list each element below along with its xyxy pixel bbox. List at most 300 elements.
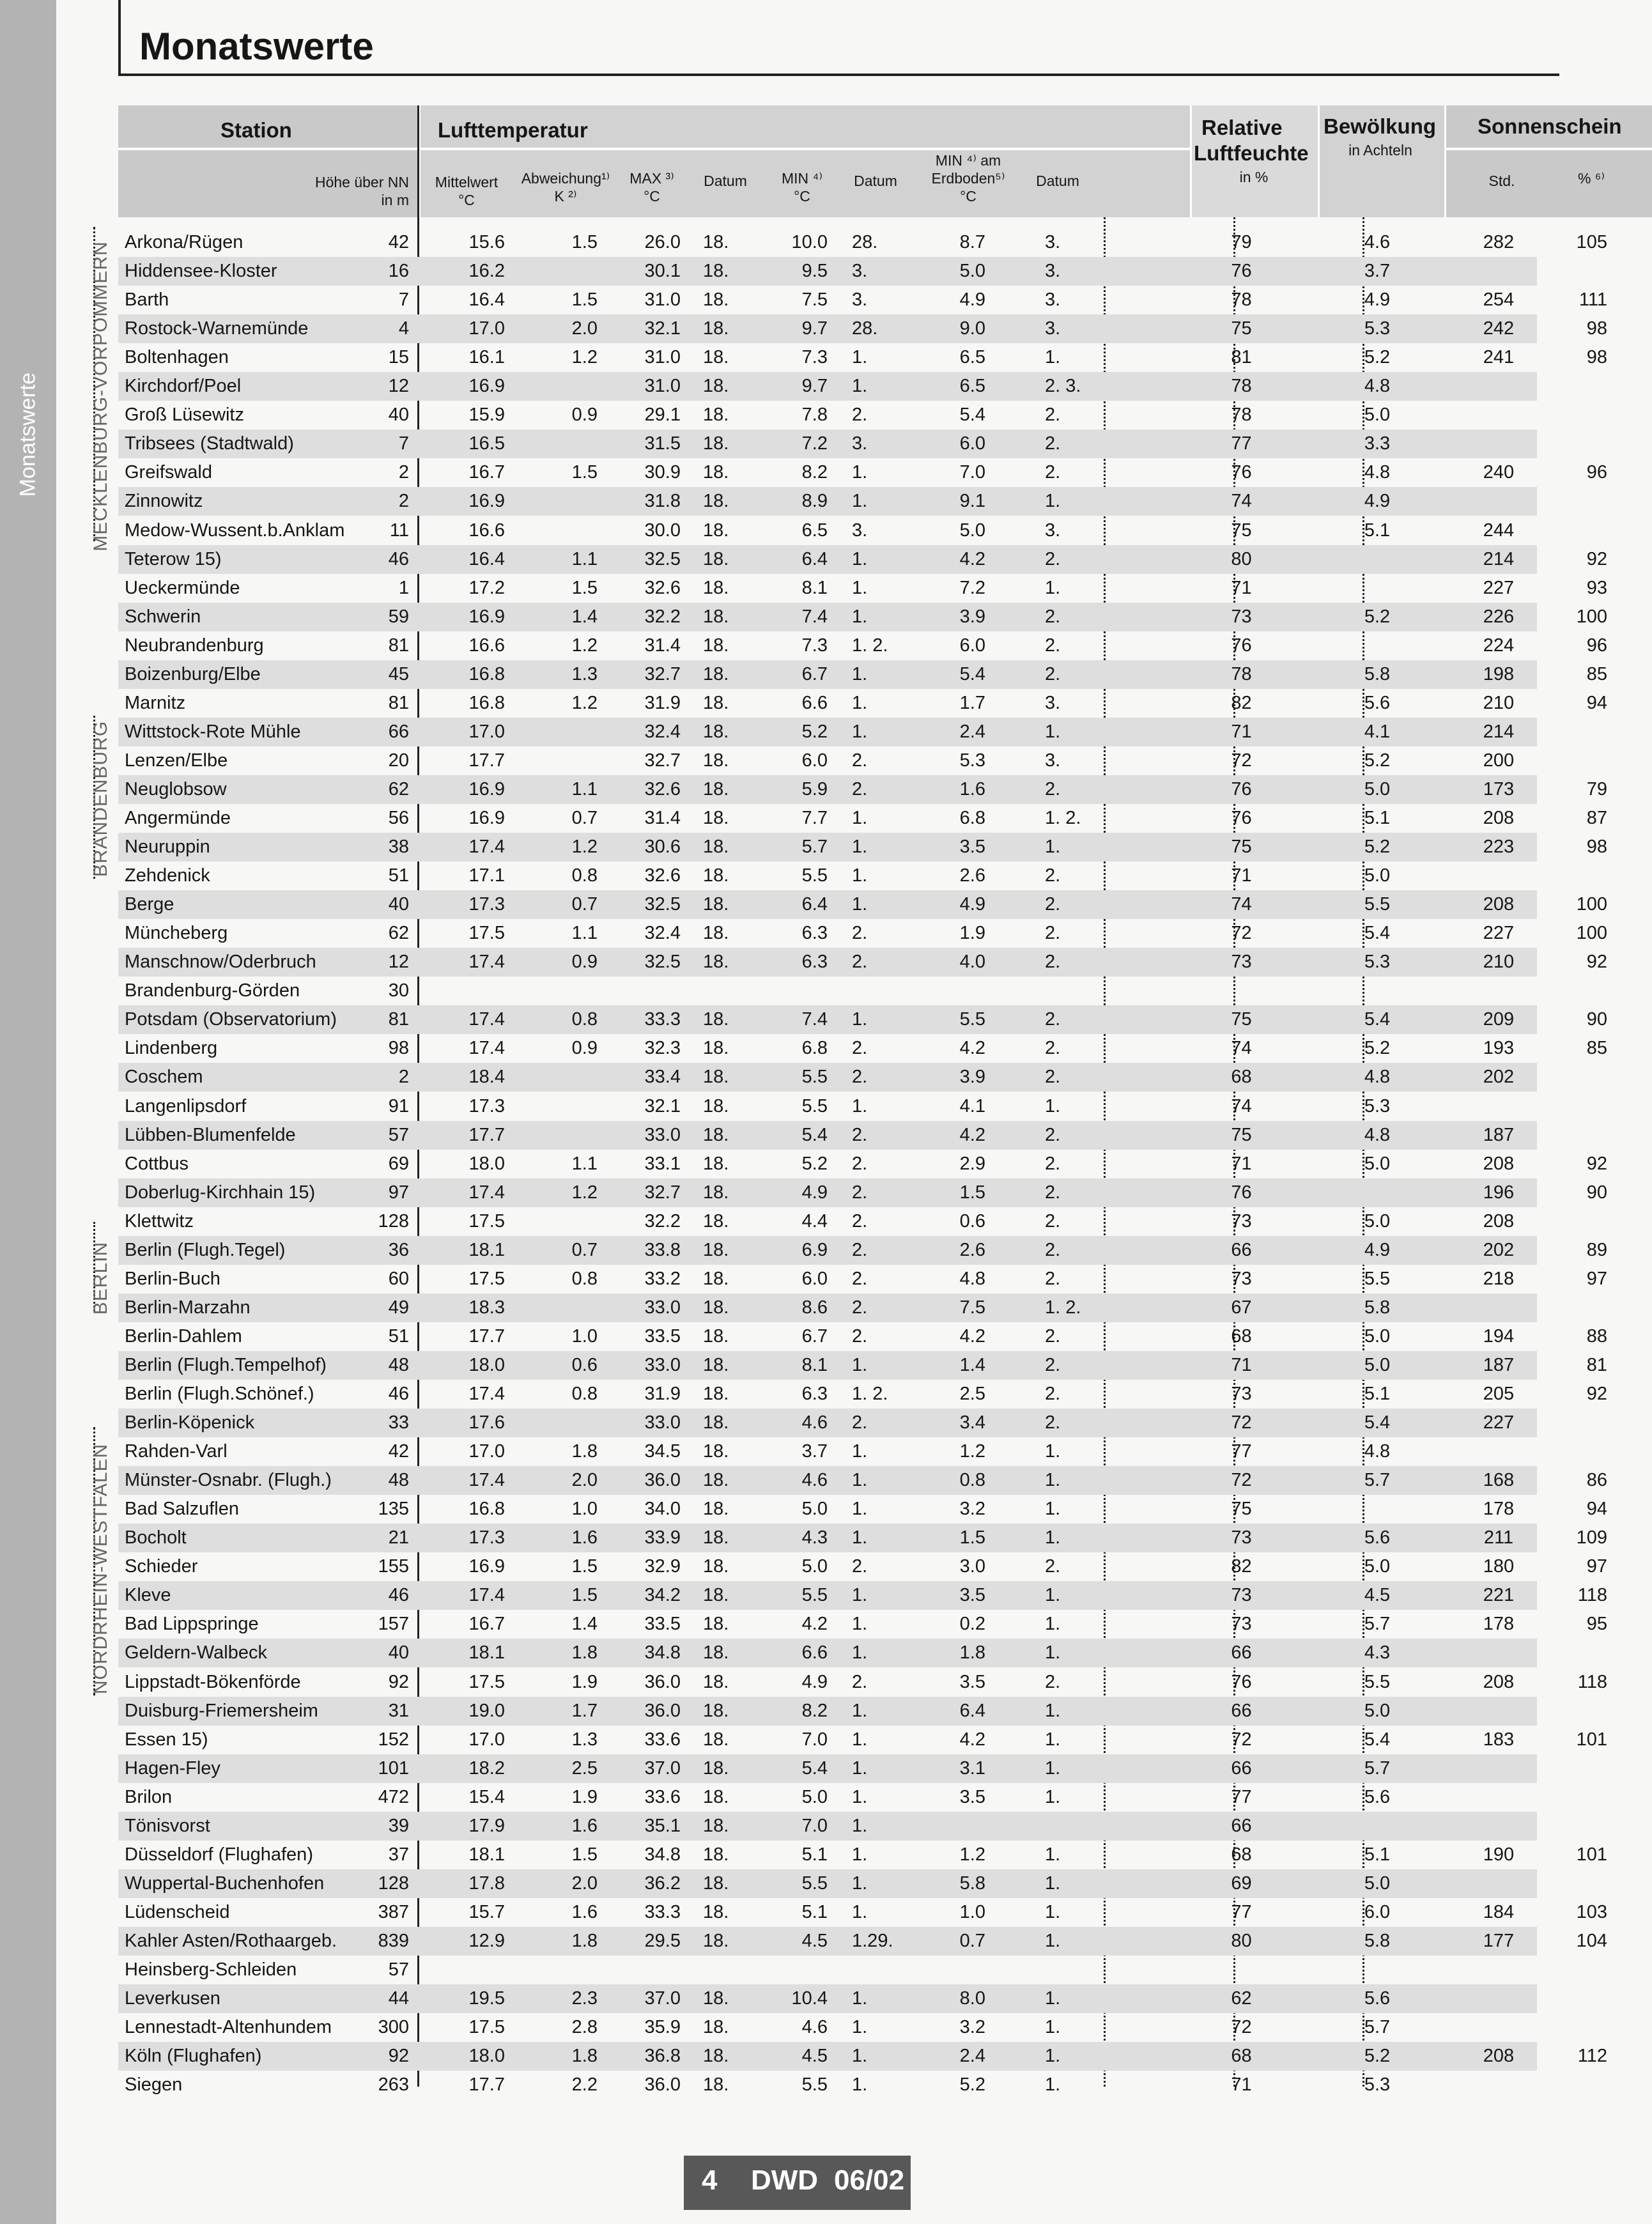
luftfeuchte-cell: 71	[1231, 865, 1252, 886]
abweichung-cell: 1.1	[571, 548, 598, 569]
min-cell: 7.2	[801, 433, 828, 454]
mittelwert-cell: 17.3	[468, 1095, 505, 1116]
station-name: Wittstock-Rote Mühle	[125, 721, 301, 742]
max-datum-cell: 18.	[703, 261, 729, 282]
mittelwert-cell: 17.7	[468, 1124, 505, 1145]
mittelwert-cell: 17.4	[468, 1470, 505, 1491]
hoehe-cell: 12	[388, 376, 409, 397]
max-datum-cell: 18.	[703, 1470, 729, 1491]
luftfeuchte-cell: 77	[1231, 1901, 1252, 1922]
table-row	[118, 1293, 1537, 1322]
max-cell: 32.1	[644, 1095, 681, 1116]
bewoelkung-cell: 5.8	[1364, 663, 1391, 684]
max-cell: 32.2	[644, 1210, 681, 1232]
min-cell: 8.9	[801, 491, 828, 512]
erdboden-min-cell: 6.8	[959, 808, 985, 828]
max-datum-cell: 18.	[703, 2046, 729, 2067]
bewoelkung-cell: 5.3	[1364, 318, 1391, 339]
luftfeuchte-cell: 76	[1231, 778, 1252, 799]
min-datum-cell: 2.	[852, 1556, 868, 1577]
max-cell: 34.0	[644, 1499, 681, 1520]
abweichung-cell: 2.3	[571, 1988, 598, 2009]
max-cell: 35.1	[644, 1815, 681, 1836]
station-name: Arkona/Rügen	[125, 232, 243, 252]
erdboden-datum-cell: 2.	[1045, 894, 1061, 915]
sonnenschein-std-cell: 184	[1483, 1901, 1515, 1922]
mittelwert-cell: 16.8	[468, 692, 505, 713]
sonnenschein-std-cell: 214	[1483, 548, 1515, 569]
max-cell: 36.0	[644, 1700, 681, 1721]
mittelwert-cell: 16.4	[468, 548, 505, 569]
luftfeuchte-cell: 71	[1231, 577, 1252, 598]
min-datum-cell: 1.	[852, 1815, 868, 1836]
erdboden-datum-cell: 2.	[1045, 1412, 1061, 1433]
max-datum-cell: 18.	[703, 1095, 729, 1116]
bewoelkung-cell: 5.4	[1364, 923, 1391, 944]
max-cell: 33.0	[644, 1354, 681, 1375]
erdboden-min-cell: 4.1	[959, 1095, 985, 1116]
min-cell: 6.6	[801, 1642, 828, 1664]
header-separator	[1190, 105, 1192, 217]
min-cell: 3.7	[801, 1441, 828, 1462]
station-name: Ueckermünde	[125, 577, 240, 598]
max-datum-cell: 18.	[703, 1268, 729, 1289]
hoehe-cell: 92	[388, 2046, 409, 2067]
max-datum-cell: 18.	[703, 232, 729, 252]
min-cell: 4.5	[801, 2046, 828, 2067]
sonnenschein-pct-cell: 90	[1586, 1009, 1607, 1030]
sonnenschein-std-cell: 214	[1483, 721, 1515, 742]
min-datum-cell: 1.	[852, 894, 868, 915]
erdboden-datum-cell: 1.	[1045, 347, 1061, 368]
luftfeuchte-cell: 76	[1231, 261, 1252, 282]
station-name: Klettwitz	[125, 1210, 194, 1232]
max-datum-cell: 18.	[703, 405, 729, 426]
abweichung-cell: 0.8	[571, 1009, 598, 1030]
min-datum-cell: 3.	[852, 520, 868, 541]
hoehe-cell: 51	[388, 865, 409, 886]
header-separator	[1318, 105, 1320, 217]
erdboden-datum-cell: 1.	[1045, 1729, 1061, 1750]
table-row	[118, 919, 1607, 948]
min-cell: 5.9	[801, 778, 828, 799]
station-name: Köln (Flughafen)	[125, 2046, 262, 2067]
abweichung-cell: 1.4	[571, 1614, 598, 1635]
mittelwert-cell: 17.7	[468, 750, 505, 771]
sonnenschein-std-cell: 221	[1483, 1585, 1515, 1606]
max-datum-cell: 18.	[703, 1527, 729, 1548]
luftfeuchte-cell: 66	[1231, 1700, 1252, 1721]
max-datum-cell: 18.	[703, 1384, 729, 1404]
erdboden-datum-cell: 2.	[1045, 1268, 1061, 1289]
station-name: Rahden-Varl	[125, 1441, 228, 1462]
erdboden-datum-cell: 2.	[1045, 865, 1061, 886]
hoehe-cell: 42	[388, 1441, 409, 1462]
max-datum-cell: 18.	[703, 1412, 729, 1433]
mittelwert-cell: 16.9	[468, 778, 505, 799]
station-name: Schwerin	[125, 606, 201, 627]
erdboden-min-cell: 4.9	[959, 894, 985, 915]
min-datum-cell: 1.	[852, 1354, 868, 1375]
bewoelkung-cell: 5.0	[1364, 865, 1391, 886]
table-row	[118, 1524, 1607, 1552]
luftfeuchte-cell: 73	[1231, 1614, 1252, 1635]
max-datum-cell: 18.	[703, 491, 729, 512]
erdboden-datum-cell: 3.	[1045, 318, 1061, 339]
mittelwert-cell: 16.6	[468, 635, 505, 656]
station-name: Berge	[125, 894, 174, 915]
hoehe-cell: 62	[388, 778, 409, 799]
luftfeuchte-cell: 76	[1231, 462, 1252, 483]
max-cell: 30.1	[644, 261, 681, 282]
bewoelkung-cell: 5.2	[1364, 2046, 1391, 2067]
bewoelkung-cell: 5.3	[1364, 1095, 1391, 1116]
mittelwert-cell: 17.6	[468, 1412, 505, 1433]
table-row	[118, 804, 1607, 833]
min-cell: 6.0	[801, 750, 828, 771]
erdboden-datum-cell: 1.	[1045, 1786, 1061, 1807]
mittelwert-cell: 16.1	[468, 347, 505, 368]
max-cell: 31.0	[644, 290, 681, 311]
abweichung-cell: 2.0	[571, 1873, 598, 1894]
table-row	[118, 1783, 1537, 1812]
mittelwert-cell: 18.1	[468, 1844, 505, 1865]
station-name: Neuglobsow	[125, 778, 227, 799]
bewoelkung-cell: 5.7	[1364, 1614, 1391, 1635]
sonnenschein-pct-cell: 103	[1576, 1901, 1607, 1922]
station-name: Berlin-Marzahn	[125, 1297, 251, 1318]
max-datum-cell: 18.	[703, 721, 729, 742]
mittelwert-cell: 17.1	[468, 865, 505, 886]
max-cell: 32.4	[644, 923, 681, 944]
min-datum-cell: 2.	[852, 1153, 868, 1174]
min-datum-cell: 1.	[852, 1470, 868, 1491]
luftfeuchte-cell: 74	[1231, 1095, 1252, 1116]
station-name: Barth	[125, 290, 169, 311]
min-cell: 9.7	[801, 318, 828, 339]
min-cell: 4.2	[801, 1614, 828, 1635]
max-datum-cell: 18.	[703, 1354, 729, 1375]
min-datum-cell: 1.	[852, 692, 868, 713]
max-cell: 29.5	[644, 1930, 681, 1951]
max-cell: 31.0	[644, 347, 681, 368]
min-datum-cell: 1.	[852, 1988, 868, 2009]
mittelwert-cell: 17.5	[468, 2017, 505, 2038]
station-name: Leverkusen	[125, 1988, 220, 2009]
sonnenschein-std-cell: 211	[1483, 1527, 1514, 1548]
erdboden-min-cell: 9.1	[959, 491, 985, 512]
table-row	[118, 1668, 1607, 1697]
max-cell: 32.6	[644, 577, 681, 598]
table-row	[118, 2013, 1537, 2042]
max-datum-cell: 18.	[703, 290, 729, 311]
bewoelkung-cell: 5.2	[1364, 347, 1391, 368]
max-cell: 31.0	[644, 376, 681, 397]
table-row	[118, 314, 1607, 343]
table-row	[118, 1236, 1607, 1265]
erdboden-min-cell: 1.9	[959, 923, 985, 944]
header-sub-bar	[1444, 148, 1652, 150]
luftfeuchte-cell: 71	[1231, 2074, 1252, 2096]
sonnenschein-std-cell: 282	[1483, 232, 1515, 252]
mittelwert-cell: 18.0	[468, 2046, 505, 2067]
bewoelkung-cell: 5.1	[1364, 1384, 1391, 1404]
max-cell: 31.4	[644, 635, 681, 656]
erdboden-datum-cell: 2.	[1045, 1182, 1061, 1203]
max-cell: 31.8	[644, 491, 681, 512]
sonnenschein-pct-cell: 94	[1586, 1499, 1607, 1520]
table-row	[118, 1841, 1607, 1869]
erdboden-datum-cell: 1.	[1045, 491, 1061, 512]
min-datum-cell: 1.	[852, 1700, 868, 1721]
sonnenschein-std-cell: 254	[1483, 290, 1515, 311]
station-name: Tönisvorst	[125, 1815, 210, 1836]
hoehe-cell: 81	[388, 635, 409, 656]
erdboden-min-cell: 1.7	[959, 692, 985, 713]
abweichung-cell: 1.1	[571, 1153, 598, 1174]
luftfeuchte-cell: 82	[1231, 692, 1252, 713]
station-name: Medow-Wussent.b.Anklam	[125, 520, 345, 541]
station-name: Greifswald	[125, 462, 212, 483]
bewoelkung-cell: 4.8	[1364, 1067, 1391, 1088]
bewoelkung-cell: 4.8	[1364, 1441, 1391, 1462]
table-row	[118, 1812, 1537, 1841]
mittelwert-cell: 16.8	[468, 663, 505, 684]
hoehe-cell: 45	[388, 663, 409, 684]
sonnenschein-pct-cell: 85	[1586, 663, 1607, 684]
erdboden-datum-cell: 1.	[1045, 1585, 1061, 1606]
max-cell: 37.0	[644, 1988, 681, 2009]
hoehe-cell: 36	[388, 1239, 409, 1260]
sonnenschein-std-cell: 180	[1483, 1556, 1515, 1577]
abweichung-cell: 0.8	[571, 1268, 598, 1289]
mittelwert-cell: 17.8	[468, 1873, 505, 1894]
table-row	[118, 257, 1537, 286]
bewoelkung-cell: 5.0	[1364, 1325, 1391, 1347]
hoehe-cell: 263	[378, 2074, 409, 2096]
min-cell: 8.6	[801, 1297, 828, 1318]
erdboden-datum-cell: 2.	[1045, 606, 1061, 627]
max-cell: 32.5	[644, 894, 681, 915]
abweichung-cell: 0.8	[571, 1384, 598, 1404]
luftfeuchte-cell: 71	[1231, 1354, 1252, 1375]
bewoelkung-cell: 5.1	[1364, 808, 1391, 828]
header-std: Std.	[1488, 173, 1515, 189]
station-name: Berlin (Flugh.Tempelhof)	[125, 1354, 327, 1375]
station-name: Brilon	[125, 1786, 173, 1807]
station-name: Doberlug-Kirchhain 15)	[125, 1182, 316, 1203]
abweichung-cell: 1.8	[571, 1930, 598, 1951]
bewoelkung-cell: 5.0	[1364, 1354, 1391, 1375]
bewoelkung-cell: 5.2	[1364, 750, 1391, 771]
max-cell: 32.6	[644, 778, 681, 799]
min-datum-cell: 2.	[852, 1325, 868, 1347]
min-datum-cell: 1.	[852, 1786, 868, 1807]
min-cell: 6.9	[801, 1239, 828, 1260]
min-cell: 4.6	[801, 2017, 828, 2038]
luftfeuchte-cell: 73	[1231, 952, 1252, 973]
erdboden-datum-cell: 1.	[1045, 1930, 1061, 1951]
header-sub-bar	[118, 148, 1190, 150]
sonnenschein-pct-cell: 94	[1586, 692, 1607, 713]
hoehe-cell: 46	[388, 1384, 409, 1404]
min-datum-cell: 2.	[852, 1210, 868, 1232]
header-prozent: % ⁶⁾	[1578, 170, 1605, 187]
mittelwert-cell: 18.0	[468, 1153, 505, 1174]
station-name: Schieder	[125, 1556, 198, 1577]
hoehe-cell: 44	[388, 1988, 409, 2009]
max-datum-cell: 18.	[703, 1729, 729, 1750]
min-cell: 6.4	[801, 894, 828, 915]
station-name: Wuppertal-Buchenhofen	[125, 1873, 325, 1894]
mittelwert-cell: 17.7	[468, 1325, 505, 1347]
erdboden-datum-cell: 1. 2.	[1045, 1297, 1081, 1318]
abweichung-cell: 1.3	[571, 1729, 598, 1750]
erdboden-min-cell: 1.5	[959, 1182, 985, 1203]
sonnenschein-pct-cell: 118	[1577, 1671, 1607, 1692]
max-cell: 34.8	[644, 1642, 681, 1664]
mittelwert-cell: 16.9	[468, 808, 505, 828]
hoehe-cell: 60	[388, 1268, 409, 1289]
max-cell: 33.3	[644, 1009, 681, 1030]
table-row	[118, 516, 1537, 545]
max-datum-cell: 18.	[703, 2074, 729, 2096]
station-name: Lüdenscheid	[125, 1901, 230, 1922]
erdboden-datum-cell: 2.	[1045, 1556, 1061, 1577]
abweichung-cell: 2.2	[571, 2074, 598, 2096]
hoehe-cell: 81	[388, 1009, 409, 1030]
min-cell: 4.9	[801, 1671, 828, 1692]
max-cell: 32.3	[644, 1038, 681, 1059]
luftfeuchte-cell: 76	[1231, 1671, 1252, 1692]
erdboden-min-cell: 2.6	[959, 865, 985, 886]
abweichung-cell: 1.5	[571, 232, 598, 252]
min-cell: 9.5	[801, 261, 828, 282]
abweichung-cell: 0.8	[571, 865, 598, 886]
table-row	[118, 1754, 1537, 1783]
sonnenschein-pct-cell: 81	[1586, 1354, 1607, 1375]
luftfeuchte-cell: 76	[1231, 635, 1252, 656]
table-row	[118, 2042, 1607, 2071]
sonnenschein-std-cell: 178	[1483, 1614, 1515, 1635]
bewoelkung-cell: 4.9	[1364, 290, 1391, 311]
hoehe-cell: 48	[388, 1354, 409, 1375]
mittelwert-cell: 16.4	[468, 290, 505, 311]
min-cell: 6.7	[801, 1325, 828, 1347]
station-name: Manschnow/Oderbruch	[125, 952, 316, 973]
max-cell: 32.7	[644, 750, 681, 771]
mittelwert-cell: 17.2	[468, 577, 505, 598]
sonnenschein-std-cell: 178	[1483, 1499, 1515, 1520]
bewoelkung-cell: 5.6	[1364, 1527, 1391, 1548]
hoehe-cell: 16	[388, 261, 409, 282]
hoehe-cell: 42	[388, 232, 409, 252]
max-datum-cell: 18.	[703, 1153, 729, 1174]
luftfeuchte-cell: 77	[1231, 433, 1252, 454]
max-datum-cell: 18.	[703, 548, 729, 569]
luftfeuchte-cell: 78	[1231, 663, 1252, 684]
mittelwert-cell: 16.7	[468, 462, 505, 483]
abweichung-cell: 2.0	[571, 1470, 598, 1491]
erdboden-min-cell: 3.9	[959, 606, 985, 627]
luftfeuchte-cell: 74	[1231, 894, 1252, 915]
min-datum-cell: 2.	[852, 1671, 868, 1692]
min-datum-cell: 2.	[852, 405, 868, 426]
sonnenschein-pct-cell: 100	[1576, 606, 1607, 627]
min-datum-cell: 1.	[852, 1901, 868, 1922]
luftfeuchte-cell: 66	[1231, 1239, 1252, 1260]
min-cell: 6.6	[801, 692, 828, 713]
mittelwert-cell: 19.0	[468, 1700, 505, 1721]
sonnenschein-std-cell: 208	[1483, 2046, 1515, 2067]
sonnenschein-pct-cell: 97	[1586, 1556, 1607, 1577]
erdboden-datum-cell: 2.	[1045, 1067, 1061, 1088]
hoehe-cell: 98	[388, 1038, 409, 1059]
erdboden-datum-cell: 2.	[1045, 923, 1061, 944]
header-station: Station	[220, 118, 292, 142]
luftfeuchte-cell: 78	[1231, 405, 1252, 426]
hoehe-cell: 4	[398, 318, 409, 339]
min-cell: 5.1	[801, 1901, 828, 1922]
luftfeuchte-cell: 76	[1231, 808, 1252, 828]
bewoelkung-cell: 5.1	[1364, 520, 1391, 541]
min-datum-cell: 28.	[852, 232, 878, 252]
erdboden-min-cell: 1.8	[959, 1642, 985, 1664]
hoehe-cell: 33	[388, 1412, 409, 1433]
luftfeuchte-cell: 79	[1231, 232, 1252, 252]
min-datum-cell: 2.	[852, 1067, 868, 1088]
table-row	[118, 1005, 1607, 1034]
max-datum-cell: 18.	[703, 577, 729, 598]
min-cell: 6.3	[801, 1384, 828, 1404]
erdboden-min-cell: 1.4	[959, 1354, 985, 1375]
sonnenschein-pct-cell: 98	[1586, 837, 1607, 858]
erdboden-min-cell: 0.8	[959, 1470, 985, 1491]
station-name: Zinnowitz	[125, 491, 203, 512]
abweichung-cell: 1.9	[571, 1671, 598, 1692]
bewoelkung-cell: 5.7	[1364, 1470, 1391, 1491]
bewoelkung-cell: 3.7	[1364, 261, 1391, 282]
min-cell: 10.0	[791, 232, 828, 252]
abweichung-cell: 1.6	[571, 1527, 598, 1548]
max-cell: 33.8	[644, 1239, 681, 1260]
bewoelkung-cell: 5.0	[1364, 1210, 1391, 1232]
min-datum-cell: 1.	[852, 1757, 868, 1779]
sonnenschein-pct-cell: 86	[1586, 1470, 1607, 1491]
min-cell: 5.0	[801, 1556, 828, 1577]
table-row	[118, 631, 1607, 660]
mittelwert-cell: 17.3	[468, 894, 505, 915]
max-datum-cell: 18.	[703, 347, 729, 368]
luftfeuchte-cell: 73	[1231, 1210, 1252, 1232]
bewoelkung-cell: 5.5	[1364, 894, 1391, 915]
min-datum-cell: 2.	[852, 1412, 868, 1433]
header-min: MIN ⁴⁾ °C	[781, 170, 823, 205]
table-row	[118, 574, 1607, 603]
max-cell: 33.0	[644, 1412, 681, 1433]
erdboden-datum-cell: 3.	[1045, 692, 1061, 713]
mittelwert-cell: 15.6	[468, 232, 505, 252]
abweichung-cell: 1.5	[571, 1844, 598, 1865]
station-name: Siegen	[125, 2074, 183, 2096]
erdboden-datum-cell: 3.	[1045, 261, 1061, 282]
table-row	[118, 890, 1607, 919]
erdboden-datum-cell: 1.	[1045, 721, 1061, 742]
max-datum-cell: 18.	[703, 923, 729, 944]
sonnenschein-std-cell: 168	[1483, 1470, 1515, 1491]
hoehe-cell: 2	[398, 462, 409, 483]
mittelwert-cell: 17.0	[468, 318, 505, 339]
